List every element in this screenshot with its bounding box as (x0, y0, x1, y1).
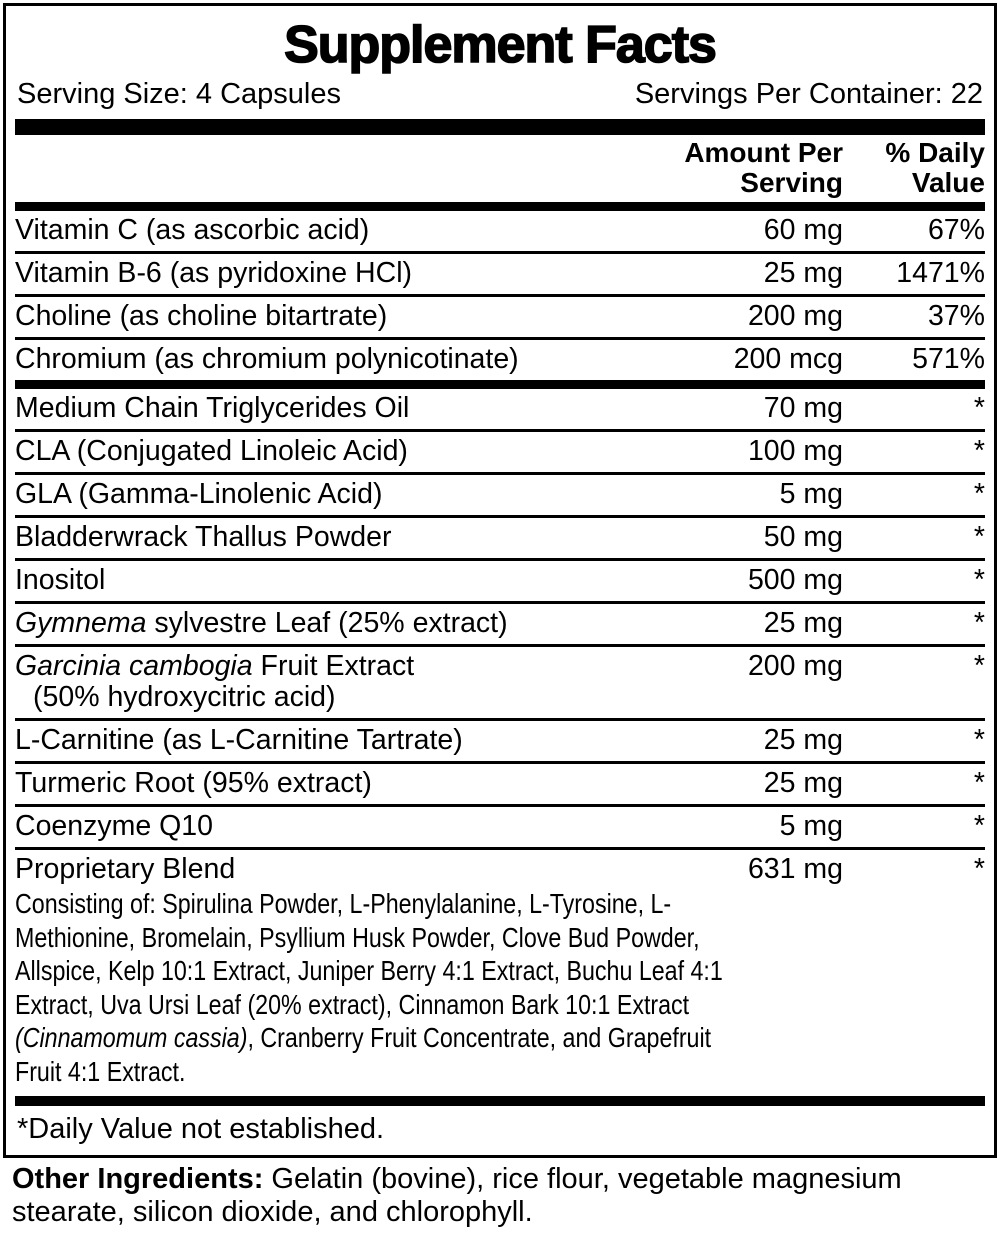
servings-per-container: Servings Per Container: 22 (634, 78, 983, 110)
table-row (15, 558, 985, 601)
ingredient-name: Inositol (15, 564, 106, 596)
ingredient-name: Medium Chain Triglycerides Oil (15, 392, 410, 424)
label-title: Supplement Facts (284, 16, 716, 74)
ingredient-daily-value: * (973, 767, 985, 799)
ingredient-name: Turmeric Root (95% extract) (15, 767, 372, 799)
ingredient-amount: 25 mg (763, 724, 843, 756)
ingredient-name: CLA (Conjugated Linoleic Acid) (15, 435, 408, 467)
blend-description-italic: (Cinnamomum cassia) (15, 1022, 248, 1053)
ingredient-name (15, 651, 678, 682)
ingredient-amount: 70 mg (763, 392, 843, 424)
table-row (15, 337, 985, 380)
table-row (15, 251, 985, 294)
ingredient-amount: 100 mg (747, 435, 843, 467)
ingredient-name-rest: Fruit Extract (252, 650, 415, 682)
proprietary-blend-description (15, 885, 759, 1091)
ingredient-amount: 500 mg (747, 564, 843, 596)
other-ingredients-label: Other Ingredients: (12, 1163, 264, 1195)
ingredient-daily-value: * (973, 853, 985, 885)
blend-description-text: Consisting of: Spirulina Powder, L-Phenylalanine, L-Tyrosine, L-Methionine, Bromelain, Psyllium Husk Powder, Clove Bud Powder, Allspice, Kelp 10:1 Extract, Juniper Berry 4:1 Extract, Buchu Leaf 4:1 Extract, Uva Ursi Leaf (20% extract), Cinnamon Bark 10:1 Extract (15, 888, 723, 1020)
thick-divider-top (15, 119, 985, 135)
ingredient-amount: 60 mg (763, 214, 843, 246)
ingredient-name: Vitamin C (as ascorbic acid) (15, 214, 370, 246)
ingredient-name: Proprietary Blend (15, 853, 236, 885)
table-row (15, 761, 985, 804)
table-row (15, 429, 985, 472)
ingredient-daily-value: 571% (912, 343, 985, 375)
ingredient-amount: 200 mg (747, 650, 843, 682)
ingredient-amount: 5 mg (779, 810, 843, 842)
table-row (15, 389, 985, 429)
ingredient-amount: 25 mg (763, 607, 843, 639)
ingredient-daily-value: * (973, 724, 985, 756)
ingredient-daily-value: 37% (927, 300, 985, 332)
ingredient-amount: 50 mg (763, 521, 843, 553)
serving-size: Serving Size: 4 Capsules (17, 78, 341, 110)
ingredient-name-italic: Garcinia cambogia (15, 650, 253, 682)
ingredient-amount: 631 mg (747, 853, 843, 885)
ingredient-name: L-Carnitine (as L-Carnitine Tartrate) (15, 724, 463, 756)
ingredient-daily-value: * (973, 478, 985, 510)
ingredient-name: Choline (as choline bitartrate) (15, 300, 388, 332)
ingredient-amount: 25 mg (763, 257, 843, 289)
ingredient-name-italic: Gymnema (15, 607, 147, 639)
ingredient-name-rest: sylvestre Leaf (25% extract) (146, 607, 508, 639)
supplement-facts-label (3, 3, 997, 1158)
divider-after-vitamins (15, 380, 985, 389)
ingredient-daily-value: * (973, 435, 985, 467)
ingredient-daily-value: * (973, 607, 985, 639)
other-ingredients-text: Gelatin (bovine), rice flour, vegetable magnesium stearate, silicon dioxide, and chlorophyll. (12, 1163, 902, 1228)
ingredient-daily-value: * (973, 650, 985, 682)
ingredient-name: GLA (Gamma-Linolenic Acid) (15, 478, 383, 510)
column-header-row (15, 135, 985, 202)
daily-value-column-header: % Daily Value (885, 137, 985, 198)
ingredient-amount: 5 mg (779, 478, 843, 510)
daily-value-footnote: *Daily Value not established. (17, 1113, 385, 1145)
table-row (15, 515, 985, 558)
blend-description-text-end: , Cranberry Fruit Concentrate, and Grapefruit Fruit 4:1 Extract. (15, 1022, 712, 1087)
ingredient-name: Vitamin B-6 (as pyridoxine HCl) (15, 257, 413, 289)
ingredient-daily-value: * (973, 810, 985, 842)
table-row (15, 804, 985, 847)
table-row (15, 601, 985, 644)
ingredient-daily-value: * (973, 521, 985, 553)
table-row (15, 294, 985, 337)
botanicals-group (15, 389, 985, 1096)
table-row (15, 644, 985, 718)
ingredient-daily-value: 1471% (896, 257, 985, 289)
vitamins-group (15, 211, 985, 380)
other-ingredients (12, 1163, 988, 1229)
ingredient-amount: 200 mg (747, 300, 843, 332)
ingredient-name-line2: (50% hydroxycitric acid) (33, 681, 336, 713)
ingredient-amount: 200 mcg (733, 343, 843, 375)
amount-column-header: Amount Per Serving (684, 137, 843, 198)
table-row (15, 472, 985, 515)
ingredient-name: Coenzyme Q10 (15, 810, 214, 842)
ingredient-amount: 25 mg (763, 767, 843, 799)
divider-after-header (15, 202, 985, 211)
table-row-proprietary-blend (15, 847, 985, 1096)
ingredient-name: Chromium (as chromium polynicotinate) (15, 343, 519, 375)
ingredient-daily-value: 67% (927, 214, 985, 246)
ingredient-daily-value: * (973, 392, 985, 424)
ingredient-name: Bladderwrack Thallus Powder (15, 521, 392, 553)
serving-info-row (15, 78, 985, 119)
table-row (15, 718, 985, 761)
divider-before-footnote (15, 1096, 985, 1106)
ingredient-daily-value: * (973, 564, 985, 596)
ingredient-name (15, 608, 678, 639)
table-row (15, 211, 985, 251)
